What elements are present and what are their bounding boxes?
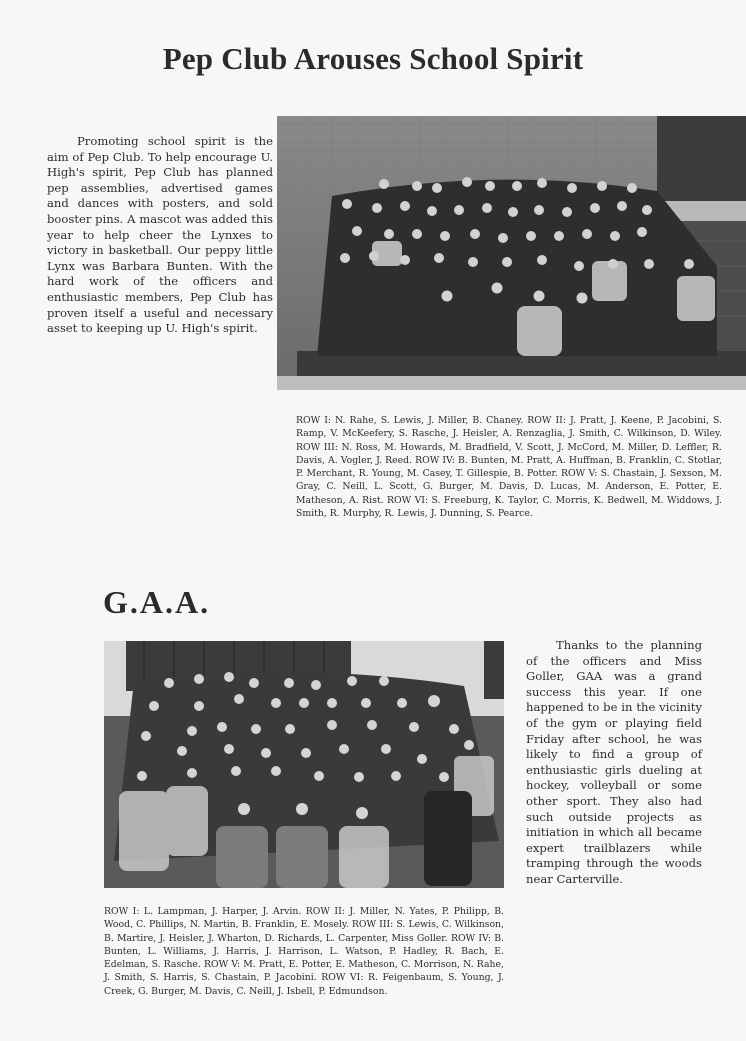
pep-club-caption: ROW I: N. Rahe, S. Lewis, J. Miller, B. Chaney. ROW II: J. Pratt, J. Keene, P. Jacobini, S. Ramp, V. McKeefery, S. Rasche, J. Heisler, A. Renzaglia, J. Smith, C. Wilkinson, D. Wiley. ROW III: N. Ross, M. Howards, M. Bradfield, V. Scott, J. McCord, M. Miller, D. Leffler, R. Davis, A. Vogler, J. Reed. ROW IV: B. Bunten, M. Pratt, A. Huffman, B. Franklin, C. Stotlar, P. Merchant, R. Young, M. Casey, T. Gillespie, B. Potter. ROW V: S. Chastain, J. Sexson, M. Gray, C. Neill, L. Scott, G. Burger, M. Davis, D. Lucas, M. Anderson, E. Potter, E. Matheson, A. Rist. ROW VI: S. Freeburg, K. Taylor, C. Morris, K. Bedwell, M. Widdows, J. Smith, R. Murphy, R. Lewis, J. Dunning, S. Pearce. (296, 415, 722, 520)
gaa-photo-graphic (104, 641, 504, 888)
gaa-caption: ROW I: L. Lampman, J. Harper, J. Arvin. ROW II: J. Miller, N. Yates, P. Philipp, B. Wood, C. Phillips, N. Martin, B. Franklin, E. Mosely. ROW III: S. Lewis, C. Wilkinson, B. Martire, J. Heisler, J. Wharton, D. Richards, L. Carpenter, Miss Goller. ROW IV: B. Bunten, L. Williams, J. Harris, J. Harrison, L. Watson, P. Hadley, R. Bach, E. Edelman, S. Rasche. ROW V: M. Pratt, E. Potter, E. Matheson, C. Morrison, N. Rahe, J. Smith, S. Harris, S. Chastain, P. Jacobini. ROW VI: R. Feigenbaum, S. Young, J. Creek, G. Burger, M. Davis, C. Neill, J. Isbell, P. Edmundson. (104, 906, 504, 997)
pep-club-photo-graphic (277, 116, 746, 390)
gaa-paragraph: Thanks to the planning of the officers and Miss Goller, GAA was a grand success this year. If one happened to be in the vicinity of the gym or playing field Friday after school, he was likely to find a group of enthusiastic girls dueling at hockey, volleyball or some other sport. They also had such outside projects as initiation in which all became expert trailblazers while tramping through the woods near Carterville. (526, 638, 702, 886)
page-title: Pep Club Arouses School Spirit (162, 40, 584, 76)
gaa-section-title: G.A.A. (103, 584, 211, 620)
pep-club-paragraph: Promoting school spirit is the aim of Pep Club. To help encourage U. High's spirit, Pep Club has planned pep assemblies, advertised games and dances with posters, and sold booster pins. A mascot was added this year to help cheer the Lynxes to victory in basketball. Our peppy little Lynx was Barbara Bunten. With the hard work of the officers and enthusiastic members, Pep Club has proven itself a useful and necessary asset to keeping up U. High's spirit. (47, 134, 273, 336)
gaa-group-photo (104, 641, 504, 888)
pep-club-group-photo (277, 116, 746, 390)
